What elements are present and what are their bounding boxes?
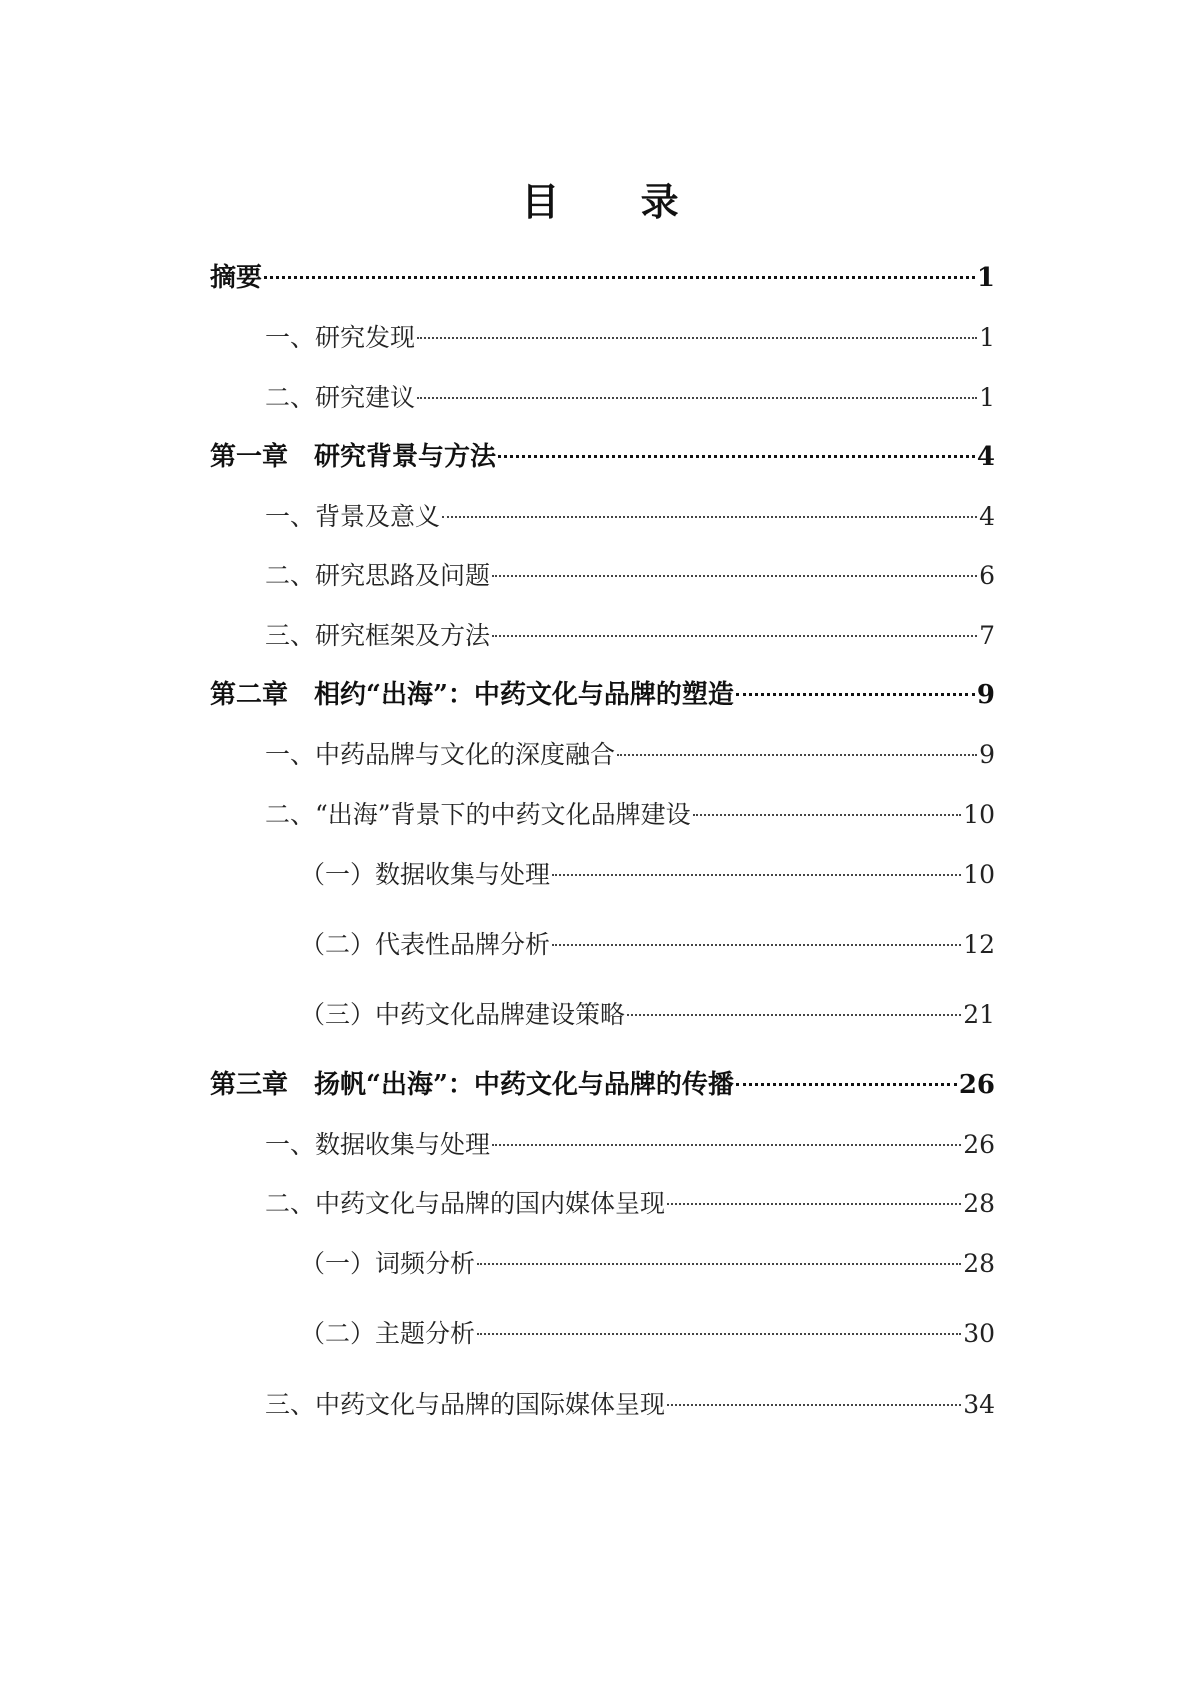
toc-entry-page: 10: [963, 800, 995, 829]
toc-entry[interactable]: [300, 995, 995, 1035]
toc-entry[interactable]: [300, 925, 995, 965]
toc-entry[interactable]: [265, 616, 995, 656]
toc-entry-page: 1: [979, 323, 995, 352]
toc-entry[interactable]: [265, 1125, 995, 1165]
toc-entry-label: 第三章 扬帆“出海”：中药文化与品牌的传播: [210, 1070, 734, 1100]
toc-entry-label: 一、数据收集与处理: [265, 1130, 491, 1159]
dot-leader: [417, 397, 977, 399]
toc-entry[interactable]: [265, 318, 995, 358]
toc-entry-page: 7: [979, 621, 995, 650]
dot-leader: [552, 944, 961, 946]
toc-entry-label: 二、研究建议: [265, 383, 416, 412]
toc-entry-page: 34: [963, 1390, 995, 1419]
dot-leader: [492, 575, 977, 577]
toc-entry-label: 第一章 研究背景与方法: [210, 442, 497, 472]
dot-leader: [736, 1083, 957, 1086]
toc-entry-label: （二）代表性品牌分析: [300, 930, 551, 959]
toc-entry[interactable]: [210, 1065, 995, 1105]
dot-leader: [417, 337, 977, 339]
toc-entry[interactable]: [265, 735, 995, 775]
toc-entry-label: （一）词频分析: [300, 1249, 476, 1278]
toc-entry[interactable]: [300, 855, 995, 895]
toc-entry-label: （一）数据收集与处理: [300, 860, 551, 889]
dot-leader: [498, 455, 975, 458]
toc-entry-label: 一、研究发现: [265, 323, 416, 352]
toc-entry[interactable]: [265, 795, 995, 835]
toc-entry[interactable]: [265, 378, 995, 418]
dot-leader: [667, 1404, 961, 1406]
dot-leader: [477, 1333, 961, 1335]
toc-entry-page: 9: [976, 680, 995, 710]
toc-entry-label: 二、“出海”背景下的中药文化品牌建设: [265, 800, 691, 829]
dot-leader: [736, 693, 975, 696]
toc-entry-label: 摘要: [210, 263, 263, 293]
dot-leader: [627, 1014, 961, 1016]
page-title: 目 录: [521, 179, 713, 224]
toc-entry[interactable]: [210, 437, 995, 477]
toc-entry-page: 12: [963, 930, 995, 959]
toc-entry[interactable]: [300, 1244, 995, 1284]
toc-entry-page: 28: [963, 1249, 995, 1278]
toc-entry-page: 1: [979, 383, 995, 412]
toc-entry-page: 21: [963, 1000, 995, 1029]
toc-entry-label: 三、中药文化与品牌的国际媒体呈现: [265, 1390, 666, 1419]
toc-entry-page: 26: [958, 1070, 995, 1100]
dot-leader: [477, 1263, 961, 1265]
toc-entry-page: 26: [963, 1130, 995, 1159]
dot-leader: [617, 754, 977, 756]
toc-entry-page: 9: [979, 740, 995, 769]
toc-entry-label: （三）中药文化品牌建设策略: [300, 1000, 626, 1029]
toc-entry[interactable]: [210, 675, 995, 715]
toc-entry-label: 一、背景及意义: [265, 502, 441, 531]
toc-entry-page: 4: [979, 502, 995, 531]
toc-entry[interactable]: [265, 556, 995, 596]
toc-entry-page: 30: [963, 1319, 995, 1348]
toc-entry-page: 10: [963, 860, 995, 889]
toc-entry-label: （二）主题分析: [300, 1319, 476, 1348]
dot-leader: [667, 1203, 961, 1205]
toc-entry[interactable]: [265, 1184, 995, 1224]
dot-leader: [442, 516, 977, 518]
toc-entry-page: 28: [963, 1189, 995, 1218]
dot-leader: [552, 874, 961, 876]
dot-leader: [264, 276, 975, 279]
toc-entry-label: 一、中药品牌与文化的深度融合: [265, 740, 616, 769]
toc-entry[interactable]: [210, 258, 995, 298]
toc-entry-page: 6: [979, 561, 995, 590]
dot-leader: [492, 635, 977, 637]
dot-leader: [492, 1144, 961, 1146]
toc-entry-label: 二、中药文化与品牌的国内媒体呈现: [265, 1189, 666, 1218]
dot-leader: [693, 814, 962, 816]
toc-entry-label: 第二章 相约“出海”：中药文化与品牌的塑造: [210, 680, 734, 710]
toc-entry[interactable]: [265, 1385, 995, 1425]
toc-entry-page: 4: [976, 442, 995, 472]
toc-entry[interactable]: [265, 497, 995, 537]
toc-entry-label: 二、研究思路及问题: [265, 561, 491, 590]
toc-entry-label: 三、研究框架及方法: [265, 621, 491, 650]
toc-entry[interactable]: [300, 1314, 995, 1354]
toc-entry-page: 1: [976, 263, 995, 293]
